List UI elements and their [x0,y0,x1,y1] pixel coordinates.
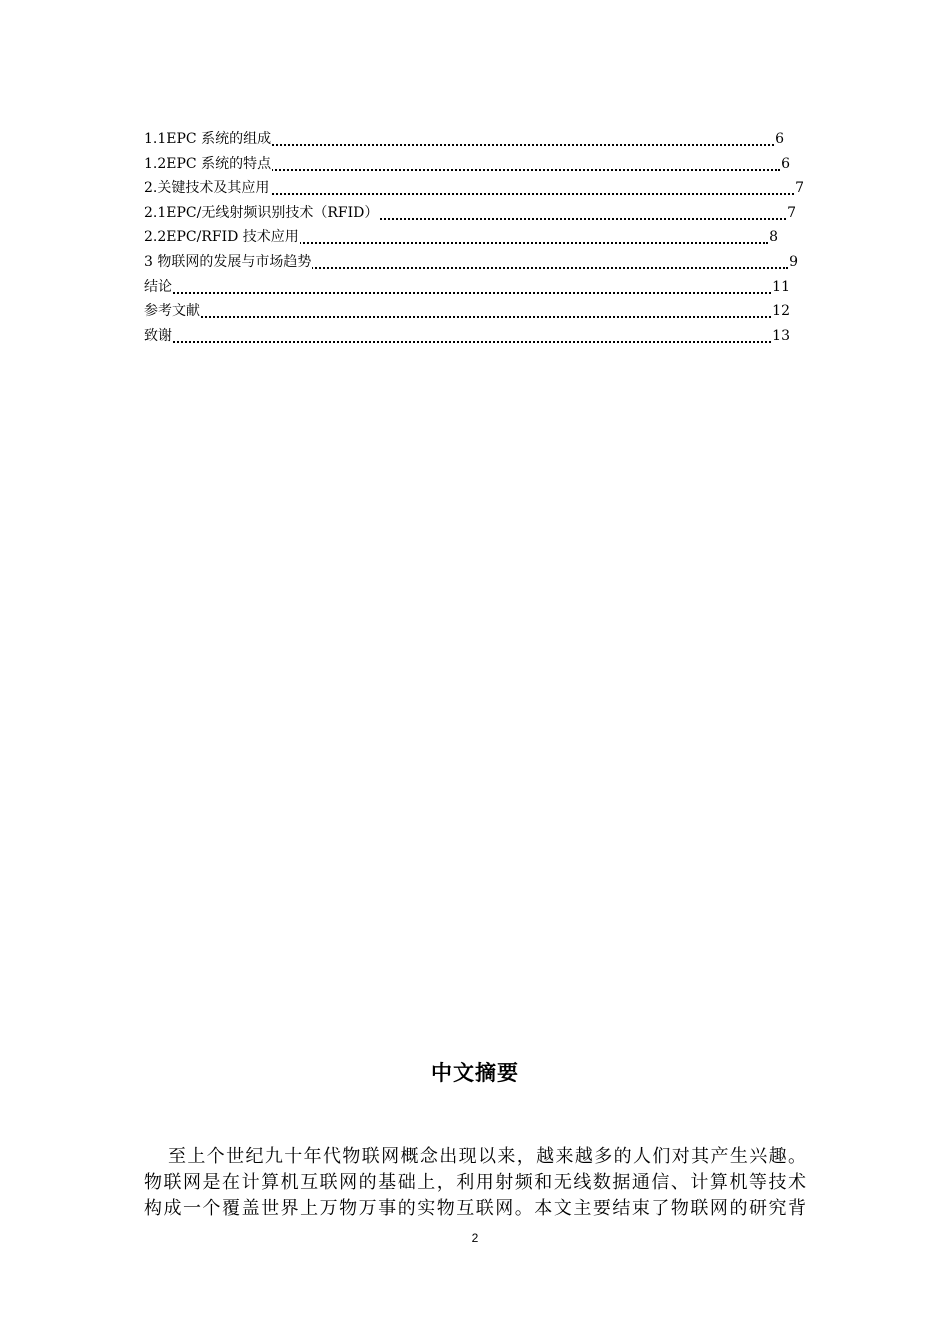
toc-entry-page: 11 [771,275,790,300]
abstract-body [144,1144,806,1222]
toc-entry-page: 9 [788,250,798,275]
toc-entry[interactable] [144,275,804,300]
toc-entry[interactable] [144,176,804,201]
toc-entry[interactable] [144,324,804,349]
toc-entry-page: 7 [786,201,796,226]
toc-entry-title: 1.1EPC 系统的组成 [144,127,272,152]
toc-entry-page: 13 [771,324,790,349]
abstract-line: 物联网是在计算机互联网的基础上，利用射频和无线数据通信、计算机等技术 [144,1172,806,1193]
abstract-line: 至上个世纪九十年代物联网概念出现以来，越来越多的人们对其产生兴趣。 [168,1146,806,1167]
abstract-line: 构成一个覆盖世界上万物万事的实物互联网。本文主要结束了物联网的研究背 [144,1198,806,1219]
toc-entry-title: 3 物联网的发展与市场趋势 [144,250,312,275]
toc-entry-title: 2.关键技术及其应用 [144,176,270,201]
toc-entry-title: 2.1EPC/无线射频识别技术（RFID） [144,201,379,226]
toc-entry-title: 1.2EPC 系统的特点 [144,152,272,177]
toc-entry[interactable] [144,152,804,177]
toc-entry-title: 结论 [144,275,173,300]
toc-entry[interactable] [144,299,804,324]
toc-entry-title: 致谢 [144,324,173,349]
toc-entry-page: 8 [768,225,778,250]
toc-entry[interactable] [144,201,804,226]
toc-dot-leader [144,339,771,343]
toc-entry-title: 参考文献 [144,299,201,324]
page-number: 2 [471,1231,479,1245]
toc-entry[interactable] [144,127,804,152]
toc-entry-page: 6 [774,127,784,152]
toc-dot-leader [144,290,771,294]
toc-entry-page: 6 [780,152,790,177]
toc-entry[interactable] [144,250,804,275]
toc-entry-title: 2.2EPC/RFID 技术应用 [144,225,300,250]
toc-entry-page: 12 [771,299,790,324]
toc-entry-page: 7 [794,176,804,201]
toc-entry[interactable] [144,225,804,250]
abstract-heading: 中文摘要 [431,1061,519,1085]
toc-dot-leader [144,314,771,318]
table-of-contents [144,127,804,348]
